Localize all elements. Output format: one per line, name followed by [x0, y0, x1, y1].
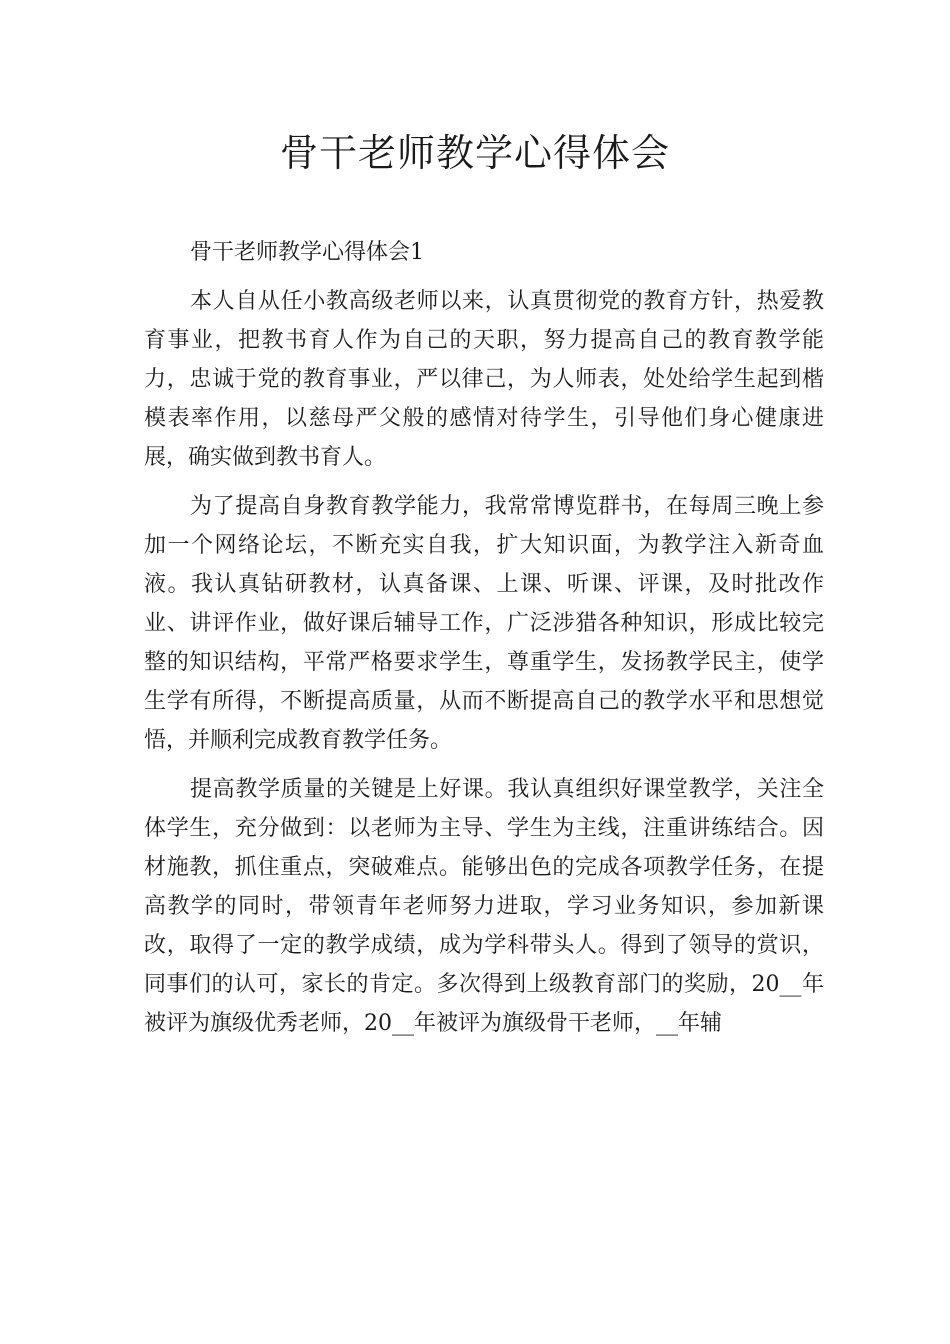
document-title: 骨干老师教学心得体会	[279, 131, 670, 175]
paragraph-1: 本人自从任小教高级老师以来，认真贯彻党的教育方针，热爱教育事业，把教书育人作为自己的天职，努力提高自己的教育教学能力，忠诚于党的教育事业，严以律己，为人师表，处处给学生起到楷模表率作用，以慈母严父般的感情对待学生，引导他们身心健康进展，确实做到教书育人。	[144, 289, 824, 470]
paragraph-2: 为了提高自身教育教学能力，我常常博览群书，在每周三晚上参加一个网络论坛，不断充实自我，扩大知识面，为教学注入新奇血液。我认真钻研教材，认真备课、上课、听课、评课，及时批改作业、讲评作业，做好课后辅导工作，广泛涉猎各种知识，形成比较完整的知识结构，平常严格要求学生，尊重学生，发扬教学民主，使学生学有所得，不断提高质量，从而不断提高自己的教学水平和思想觉悟，并顺利完成教育教学任务。	[144, 494, 824, 753]
section-heading: 骨干老师教学心得体会1	[190, 240, 424, 265]
document-body	[144, 233, 824, 1043]
paragraph-3: 提高教学质量的关键是上好课。我认真组织好课堂教学，关注全体学生，充分做到：以老师为主导、学生为主线，注重讲练结合。因材施教，抓住重点，突破难点。能够出色的完成各项教学任务，在提高教学的同时，带领青年老师努力进取，学习业务知识，参加新课改，取得了一定的教学成绩，成为学科带头人。得到了领导的赏识，同事们的认可，家长的肯定。多次得到上级教育部门的奖励，20__年被评为旗级优秀老师，20__年被评为旗级骨干老师，__年辅	[144, 777, 824, 1036]
